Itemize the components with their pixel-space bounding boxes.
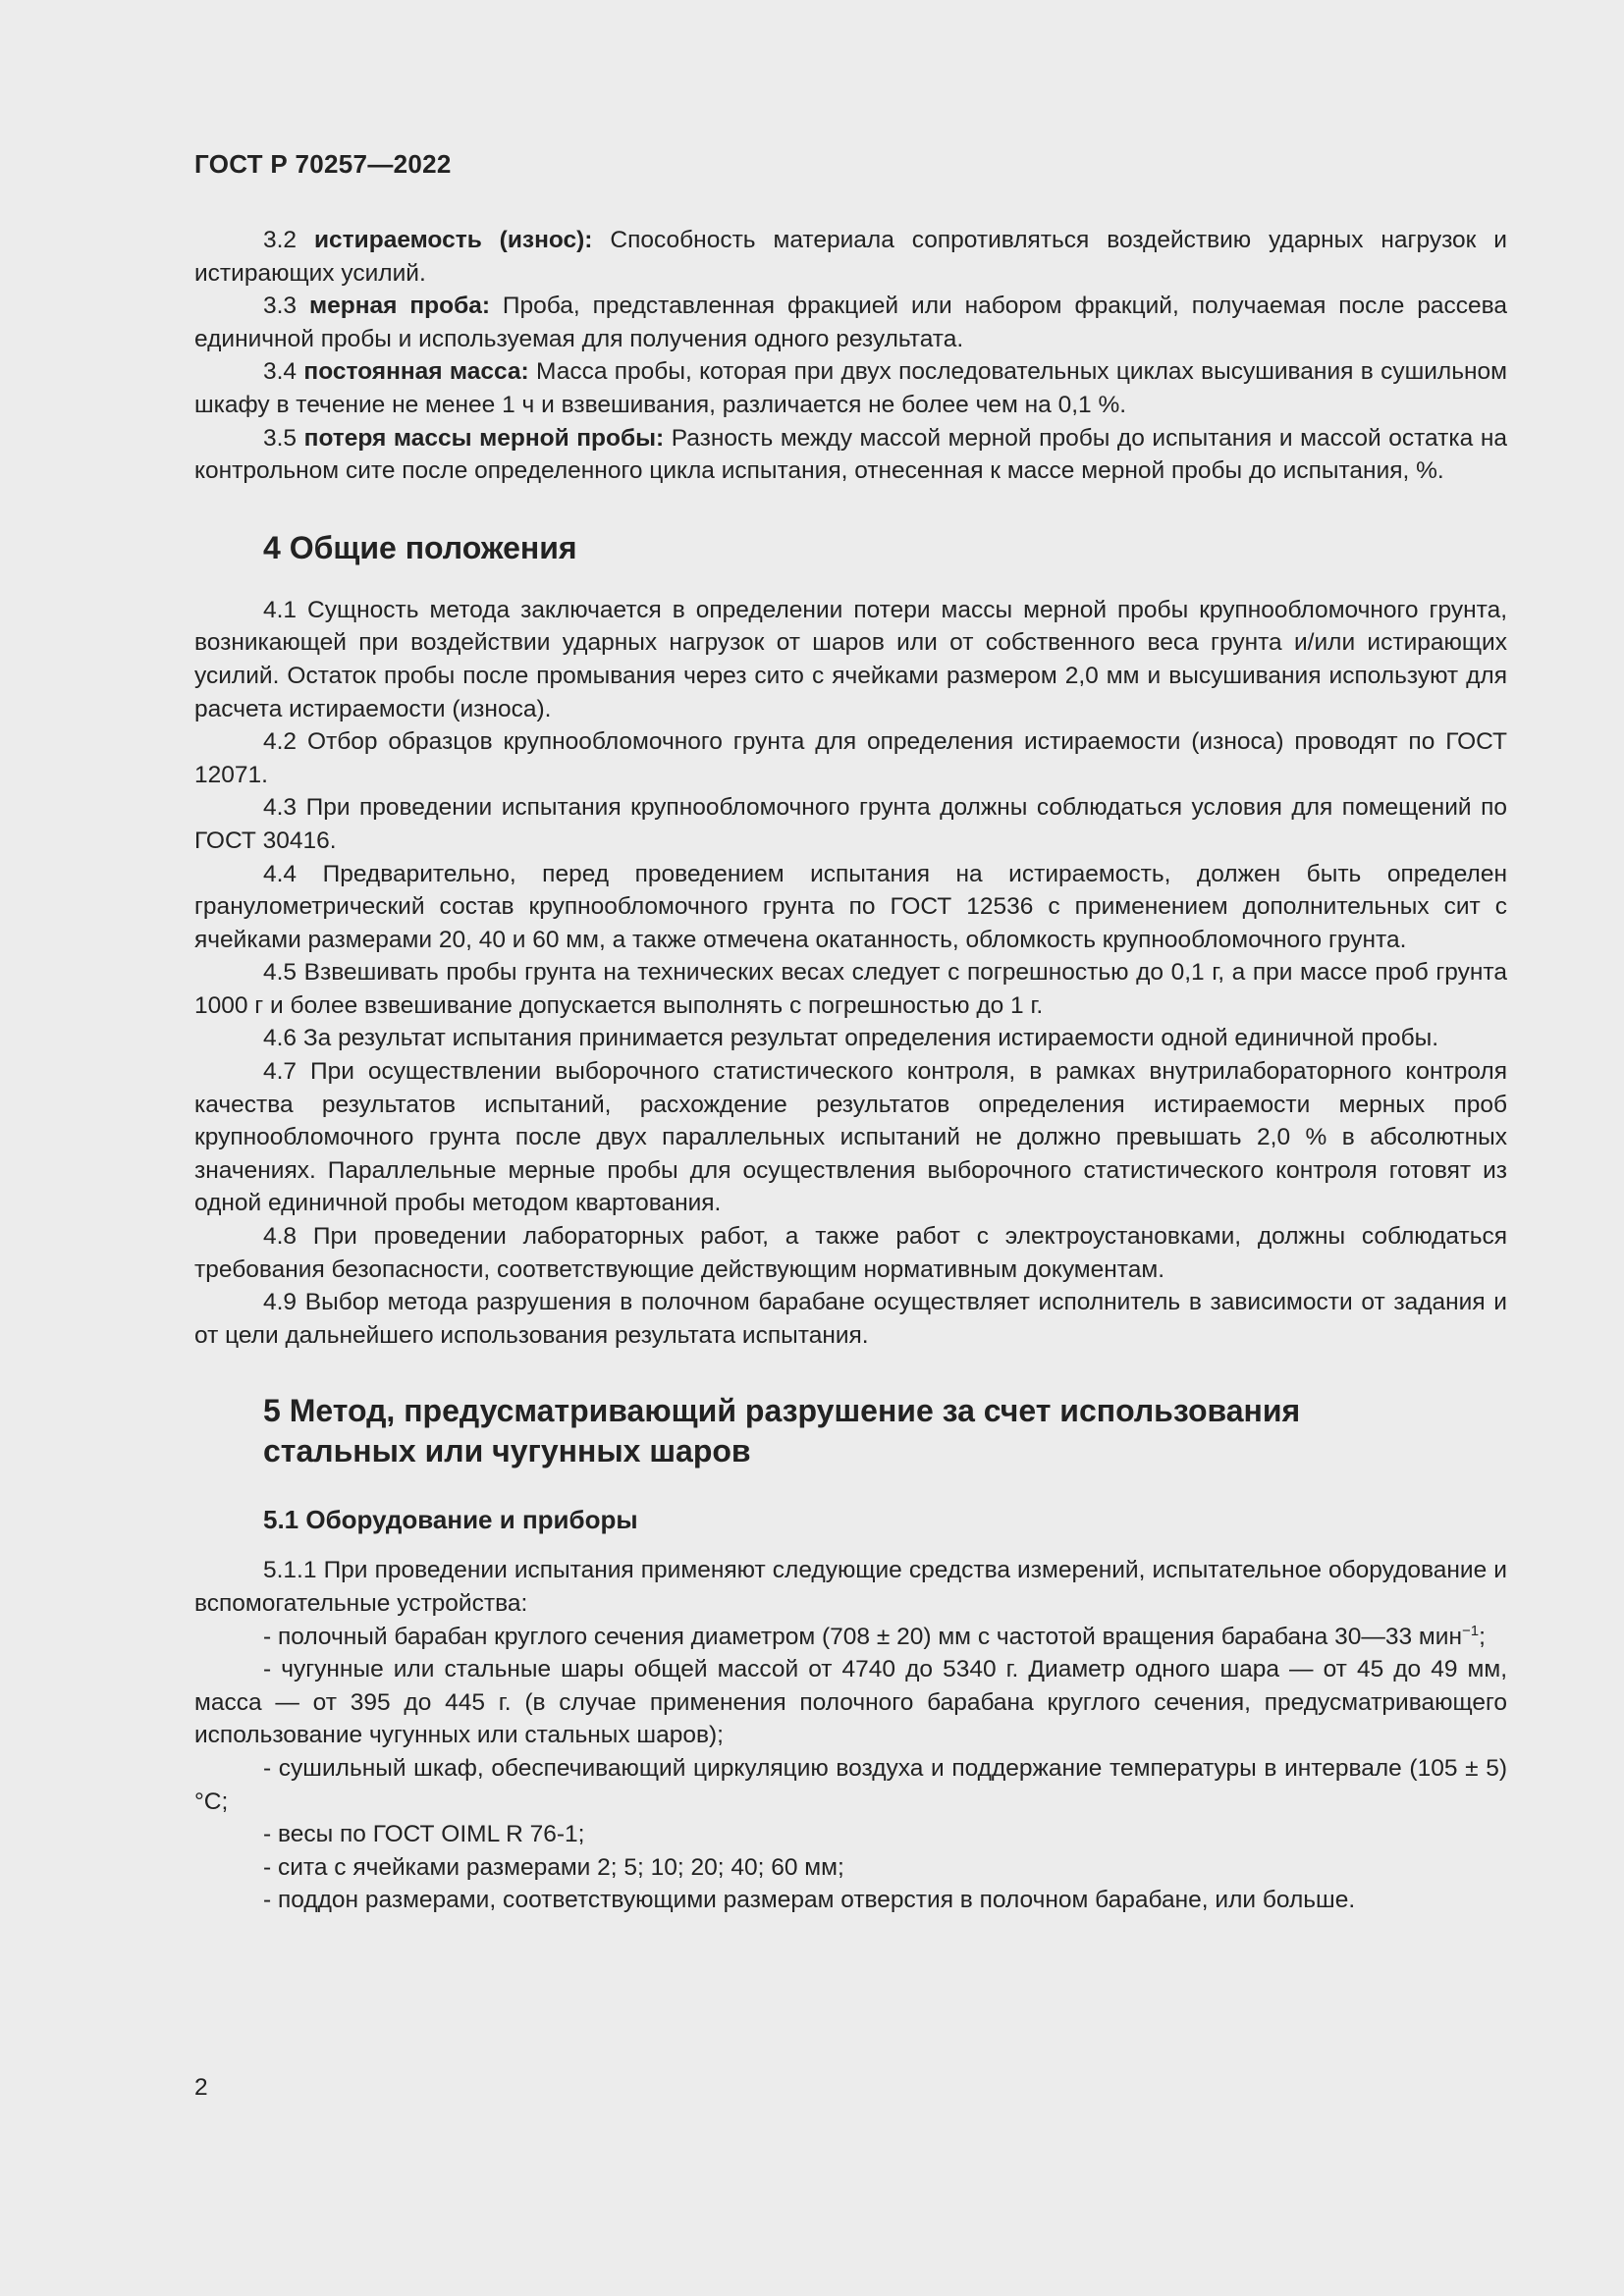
equipment-item-sieves: - сита с ячейками размерами 2; 5; 10; 20; 40; 60 мм; (263, 1853, 844, 1881)
term-name: постоянная масса: (303, 358, 529, 386)
term-3-3: 3.3 мерная проба: Проба, представленная фракцией или набором фракций, получаемая после рассева единичной пробы и используемая для получения одного результата. (194, 293, 1507, 352)
paragraph-4-8: 4.8 При проведении лабораторных работ, а также работ с электроустановками, должны соблюдаться требования безопасности, соответствующие действующим нормативным документам. (194, 1223, 1507, 1283)
superscript: −1 (1461, 1622, 1480, 1639)
equipment-item-tray: - поддон размерами, соответствующими размерам отверстия в полочном барабане, или больше. (263, 1887, 1356, 1914)
subsection-5-1-heading: 5.1 Оборудование и приборы (263, 1505, 638, 1535)
paragraph-4-5: 4.5 Взвешивать пробы грунта на технических весах следует с погрешностью до 0,1 г, а при массе проб грунта 1000 г и более взвешивание допускается выполнять с погрешностью до 1 г. (194, 959, 1507, 1019)
section-4-heading: 4 Общие положения (263, 529, 577, 565)
equipment-item-balls: - чугунные или стальные шары общей массой от 4740 до 5340 г. Диаметр одного шара — от 45 до 49 мм, масса — от 395 до 445 г. (в случае применения полочного барабана круглого сечения, предусматривающего использование чугунных или стальных шаров); (194, 1656, 1507, 1749)
paragraph-4-7: 4.7 При осуществлении выборочного статистического контроля, в рамках внутрилабораторного контроля качества результатов испытаний, расхождение результатов определения истираемости мерных проб крупнообломочного грунта после двух параллельных испытаний не должно превышать 2,0 % в абсолютных значениях. Параллельные мерные пробы для осуществления выборочного статистического контроля готовят из одной единичной пробы методом квартования. (194, 1058, 1507, 1217)
equipment-item-scales: - весы по ГОСТ OIML R 76-1; (263, 1821, 585, 1848)
paragraph-4-6: 4.6 За результат испытания принимается результат определения истираемости одной единичной пробы. (263, 1025, 1439, 1052)
paragraph-4-1: 4.1 Сущность метода заключается в определении потери массы мерной пробы крупнообломочного грунта, возникающей при воздействии ударных нагрузок от шаров или от собственного веса грунта и/или истирающих усилий. Остаток пробы после промывания через сито с ячейками размером 2,0 мм и высушивания используют для расчета истираемости (износа). (194, 596, 1507, 722)
paragraph-4-2: 4.2 Отбор образцов крупнообломочного грунта для определения истираемости (износа) проводят по ГОСТ 12071. (194, 728, 1507, 788)
document-header: ГОСТ Р 70257—2022 (194, 149, 452, 179)
term-name: истираемость (износ): (313, 227, 593, 253)
section-5-heading (263, 1391, 1507, 1471)
term-name: потеря массы мерной пробы: (303, 424, 665, 452)
term-3-2: 3.2 истираемость (износ): Способность материала сопротивляться воздействию ударных нагрузок и истирающих усилий. (194, 227, 1507, 287)
equipment-item-drum: - полочный барабан круглого сечения диаметром (708 ± 20) мм с частотой вращения барабана 30—33 мин$^{-1}$; (263, 1622, 1486, 1650)
paragraph-5-1-1: 5.1.1 При проведении испытания применяют следующие средства измерений, испытательное оборудование и вспомогательные устройства: (194, 1557, 1507, 1617)
equipment-item-oven: - сушильный шкаф, обеспечивающий циркуляцию воздуха и поддержание температуры в интервале (105 ± 5) °С; (194, 1754, 1507, 1815)
term-3-5: 3.5 потеря массы мерной пробы: Разность между массой мерной пробы до испытания и массой остатка на контрольном сите после определенного цикла испытания, отнесенная к массе мерной пробы до испытания, %. (194, 424, 1507, 485)
section-5-heading-line1: 5 Метод, предусматривающий разрушение за счет использования (263, 1393, 1301, 1429)
section-5-heading-line2: стальных или чугунных шаров (263, 1433, 751, 1469)
paragraph-4-3: 4.3 При проведении испытания крупнообломочного грунта должны соблюдаться условия для помещений по ГОСТ 30416. (194, 794, 1507, 854)
term-name: мерная проба: (308, 293, 490, 320)
page-number: 2 (194, 2074, 208, 2101)
term-3-4: 3.4 постоянная масса: Масса пробы, которая при двух последовательных циклах высушивания в сушильном шкафу в течение не менее 1 ч и взвешивания, различается не более чем на 0,1 %. (194, 358, 1507, 418)
page-content (194, 224, 1507, 1917)
paragraph-4-4: 4.4 Предварительно, перед проведением испытания на истираемость, должен быть определен гранулометрический состав крупнообломочного грунта по ГОСТ 12536 с применением дополнительных сит с ячейками размерами 20, 40 и 60 мм, а также отмечена окатанность, обломкость крупнообломочного грунта. (194, 860, 1507, 953)
paragraph-4-9: 4.9 Выбор метода разрушения в полочном барабане осуществляет исполнитель в зависимости от задания и от цели дальнейшего использования результата испытания. (194, 1289, 1507, 1349)
